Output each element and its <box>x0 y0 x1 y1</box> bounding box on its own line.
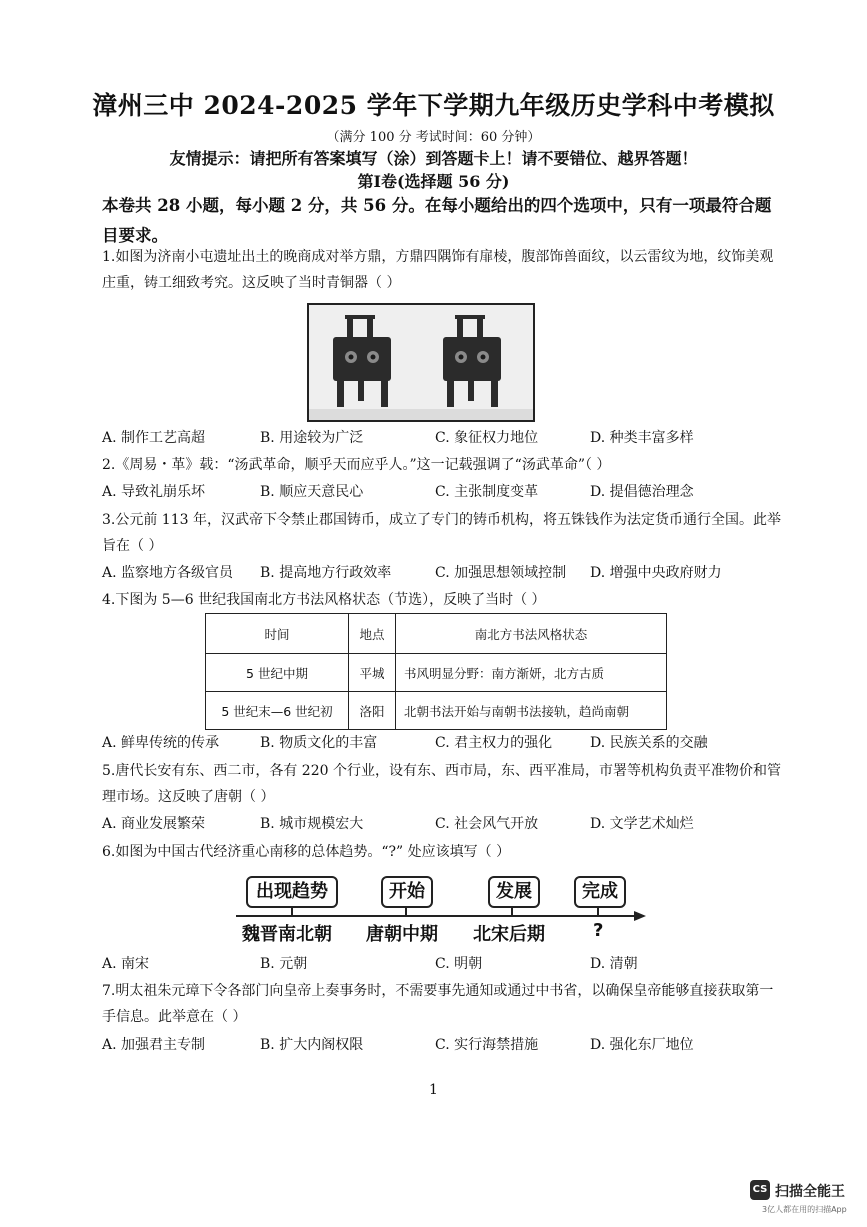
timeline-era-label: 魏晋南北朝 <box>242 924 332 945</box>
option-c[interactable]: C. 实行海禁措施 <box>435 1037 539 1053</box>
table-header-row <box>206 614 667 654</box>
economic-shift-timeline <box>236 872 648 952</box>
question-4-stem: 4.下图为 5—6 世纪我国南北方书法风格状态（节选），反映了当时（ ） <box>102 592 546 608</box>
question-3-stem: 3.公元前 113 年，汉武帝下令禁止郡国铸币，成立了专门的铸币机构，将五铢钱作为法定货币通行全国。此举旨在（ ） <box>102 512 781 554</box>
question-5-stem: 5.唐代长安有东、西二市，各有 220 个行业，设有东、西市局，东、西平准局，市署等机构负责平准物价和管理市场。这反映了唐朝（ ） <box>102 763 781 805</box>
question-7-stem: 7.明太祖朱元璋下令各部门向皇帝上奏事务时，不需要事先通知或通过中书省，以确保皇帝能够直接获取第一手信息。此举意在（ ） <box>102 983 774 1025</box>
option-b[interactable]: B. 元朝 <box>260 956 308 972</box>
option-b[interactable]: B. 顺应天意民心 <box>260 484 364 500</box>
scanner-watermark <box>750 1180 860 1220</box>
exam-tip: 友情提示：请把所有答案填写（涂）到答题卡上！请不要错位、越界答题！ <box>169 149 698 168</box>
option-c[interactable]: C. 加强思想领域控制 <box>435 565 567 581</box>
option-c[interactable]: C. 君主权力的强化 <box>435 735 553 751</box>
table-row <box>206 692 667 730</box>
option-c[interactable]: C. 主张制度变革 <box>435 484 539 500</box>
option-a[interactable]: A. 加强君主专制 <box>102 1037 206 1053</box>
timeline-era-label: 北宋后期 <box>473 924 545 945</box>
cs-logo-icon: CS <box>750 1180 770 1200</box>
option-d[interactable]: D. 清朝 <box>590 956 638 972</box>
question-7-options <box>102 1034 782 1058</box>
timeline-era-label: 唐朝中期 <box>366 924 438 945</box>
question-3-options <box>102 562 782 586</box>
bronze-ding-image <box>309 305 533 420</box>
exam-subtitle: （满分 100 分 考试时间：60 分钟） <box>326 130 541 145</box>
bronze-ding-photo <box>307 303 535 422</box>
table-cell: 北朝书法开始与南朝书法接轨，趋尚南朝 <box>396 692 667 730</box>
option-c[interactable]: C. 明朝 <box>435 956 483 972</box>
table-cell: 书风明显分野：南方渐妍，北方古质 <box>396 654 667 692</box>
option-b[interactable]: B. 物质文化的丰富 <box>260 735 378 751</box>
option-a[interactable]: A. 监察地方各级官员 <box>102 565 234 581</box>
timeline-stage-box: 开始 <box>381 876 433 908</box>
option-a[interactable]: A. 南宋 <box>102 956 150 972</box>
question-2-stem: 2.《周易・革》载：“汤武革命，顺乎天而应乎人。”这一记载强调了“汤武革命”（ ） <box>102 457 611 473</box>
watermark-brand: 扫描全能王 <box>775 1184 845 1200</box>
table-header: 南北方书法风格状态 <box>396 614 667 654</box>
option-d[interactable]: D. 文学艺术灿烂 <box>590 816 694 832</box>
watermark-tagline: 3亿人都在用的扫描App <box>762 1205 847 1214</box>
page-number: 1 <box>429 1082 438 1098</box>
volume-heading: 第Ⅰ卷(选择题 56 分) <box>357 172 510 191</box>
option-d[interactable]: D. 民族关系的交融 <box>590 735 708 751</box>
option-a[interactable]: A. 制作工艺高超 <box>102 430 206 446</box>
timeline-stage-box: 完成 <box>574 876 626 908</box>
exam-title: 漳州三中 2024-2025 学年下学期九年级历史学科中考模拟 <box>92 91 775 120</box>
table-cell: 5 世纪末—6 世纪初 <box>206 692 349 730</box>
question-6-options <box>102 953 782 977</box>
question-1-stem: 1.如图为济南小屯遗址出土的晚商成对举方鼎，方鼎四隅饰有扉棱，腹部饰兽面纹，以云雷纹为地，纹饰美观庄重，铸工细致考究。这反映了当时青铜器（ ） <box>102 249 774 291</box>
timeline-stage-box: 发展 <box>488 876 540 908</box>
calligraphy-table <box>205 613 667 730</box>
timeline-stage-box: 出现趋势 <box>246 876 338 908</box>
table-cell: 平城 <box>349 654 396 692</box>
option-b[interactable]: B. 城市规模宏大 <box>260 816 364 832</box>
option-d[interactable]: D. 种类丰富多样 <box>590 430 694 446</box>
option-a[interactable]: A. 导致礼崩乐坏 <box>102 484 206 500</box>
table-cell: 5 世纪中期 <box>206 654 349 692</box>
option-c[interactable]: C. 社会风气开放 <box>435 816 539 832</box>
option-d[interactable]: D. 强化东厂地位 <box>590 1037 694 1053</box>
option-a[interactable]: A. 鲜卑传统的传承 <box>102 735 220 751</box>
option-c[interactable]: C. 象征权力地位 <box>435 430 539 446</box>
table-header: 地点 <box>349 614 396 654</box>
table-row <box>206 654 667 692</box>
question-6-stem: 6.如图为中国古代经济重心南移的总体趋势。“?” 处应该填写（ ） <box>102 844 511 860</box>
table-cell: 洛阳 <box>349 692 396 730</box>
option-a[interactable]: A. 商业发展繁荣 <box>102 816 206 832</box>
option-b[interactable]: B. 扩大内阁权限 <box>260 1037 364 1053</box>
table-header: 时间 <box>206 614 349 654</box>
option-d[interactable]: D. 提倡德治理念 <box>590 484 694 500</box>
question-2-options <box>102 481 782 505</box>
question-1-options <box>102 427 782 451</box>
section-intro: 本卷共 28 小题，每小题 2 分，共 56 分。在每小题给出的四个选项中，只有一项最符合题目要求。 <box>102 196 772 245</box>
timeline-era-label: ? <box>593 920 604 941</box>
option-d[interactable]: D. 增强中央政府财力 <box>590 565 722 581</box>
question-5-options <box>102 813 782 837</box>
option-b[interactable]: B. 提高地方行政效率 <box>260 565 392 581</box>
option-b[interactable]: B. 用途较为广泛 <box>260 430 364 446</box>
question-4-options <box>102 732 782 756</box>
